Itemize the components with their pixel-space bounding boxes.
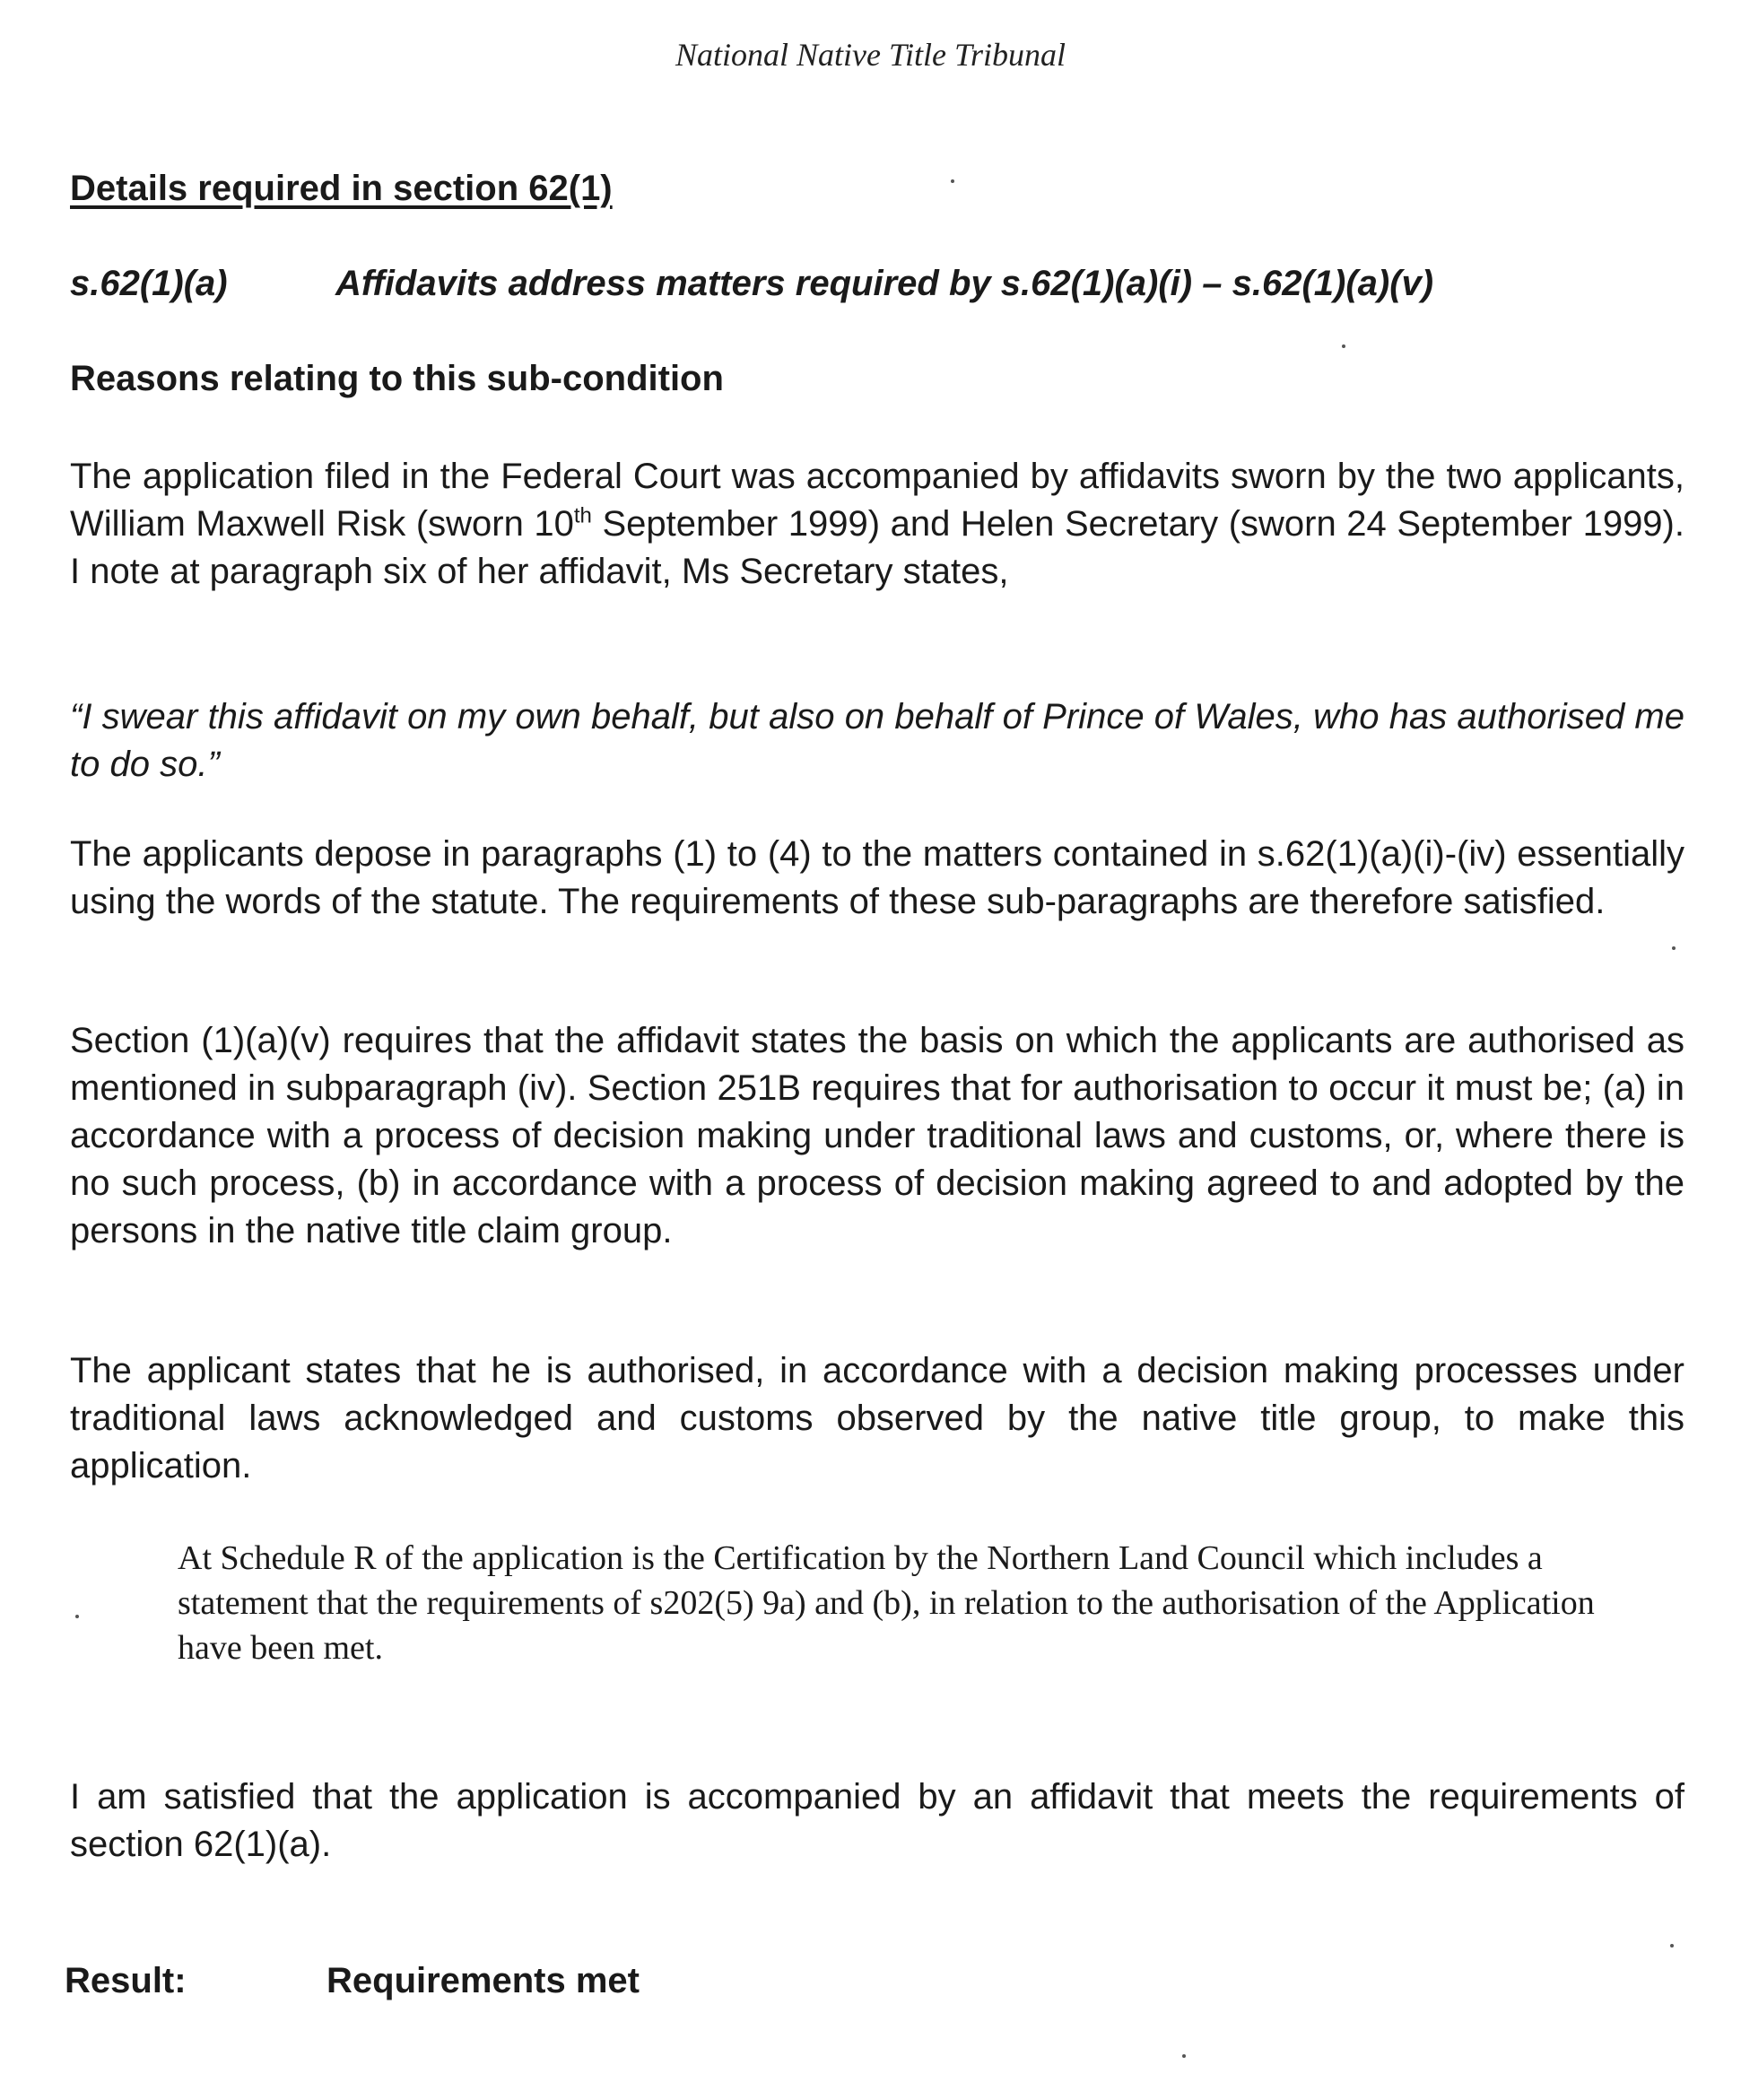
scan-speck <box>1342 344 1345 348</box>
subcondition-code: s.62(1)(a) <box>70 264 228 303</box>
scan-speck <box>1672 946 1676 950</box>
result-line <box>65 1961 640 2001</box>
p1-superscript: th <box>573 503 592 528</box>
subcondition-title: Affidavits address matters required by s.62(1)(a)(i) – s.62(1)(a)(v) <box>335 264 1434 303</box>
paragraph-depose: The applicants depose in paragraphs (1) to (4) to the matters contained in s.62(1)(a)(i)-(iv) essentially using the words of the statute. The requirements of these sub-paragraphs are therefore satisfied. <box>70 834 1684 921</box>
paragraph-section-251b: Section (1)(a)(v) requires that the affidavit states the basis on which the applicants are authorised as mentioned in subparagraph (iv). Section 251B requires that for authorisation to occur it must be; (a) in accordance with a process of decision making under traditional laws and customs, or, where there is no such process, (b) in accordance with a process of decision making agreed to and adopted by the persons in the native title claim group. <box>70 1021 1684 1250</box>
result-label: Result: <box>65 1961 187 2000</box>
scan-speck <box>951 179 954 183</box>
scan-speck <box>1670 1944 1674 1948</box>
quoted-affidavit-statement: “I swear this affidavit on my own behalf, but also on behalf of Prince of Wales, who has authorised me to do so.” <box>70 697 1684 784</box>
subcondition-heading <box>70 264 1684 304</box>
result-value: Requirements met <box>326 1961 640 2000</box>
paragraph-affidavits-sworn <box>70 453 1684 596</box>
p1-text-start: The application filed in the Federal Court was accompanied by affidavits sworn by the two applicants, William Maxwell Risk (sworn 10 <box>70 457 1684 544</box>
reasons-heading: Reasons relating to this sub-condition <box>70 359 724 398</box>
scan-speck <box>75 1615 79 1618</box>
paragraph-schedule-r: At Schedule R of the application is the Certification by the Northern Land Council which includes a statement that the requirements of s202(5) 9a) and (b), in relation to the authorisation of the Application have been met. <box>178 1539 1595 1667</box>
section-heading: Details required in section 62(1) <box>70 169 613 208</box>
scan-speck <box>1182 2054 1186 2058</box>
paragraph-satisfied: I am satisfied that the application is accompanied by an affidavit that meets the requirements of section 62(1)(a). <box>70 1777 1684 1864</box>
running-header: National Native Title Tribunal <box>675 37 1066 73</box>
paragraph-applicant-authorised: The applicant states that he is authorised, in accordance with a decision making processes under traditional laws acknowledged and customs observed by the native title group, to make this application. <box>70 1351 1684 1486</box>
p1-text-end: September 1999) and Helen Secretary (sworn 24 September 1999). I note at paragraph six of her affidavit, Ms Secretary states, <box>70 504 1684 591</box>
